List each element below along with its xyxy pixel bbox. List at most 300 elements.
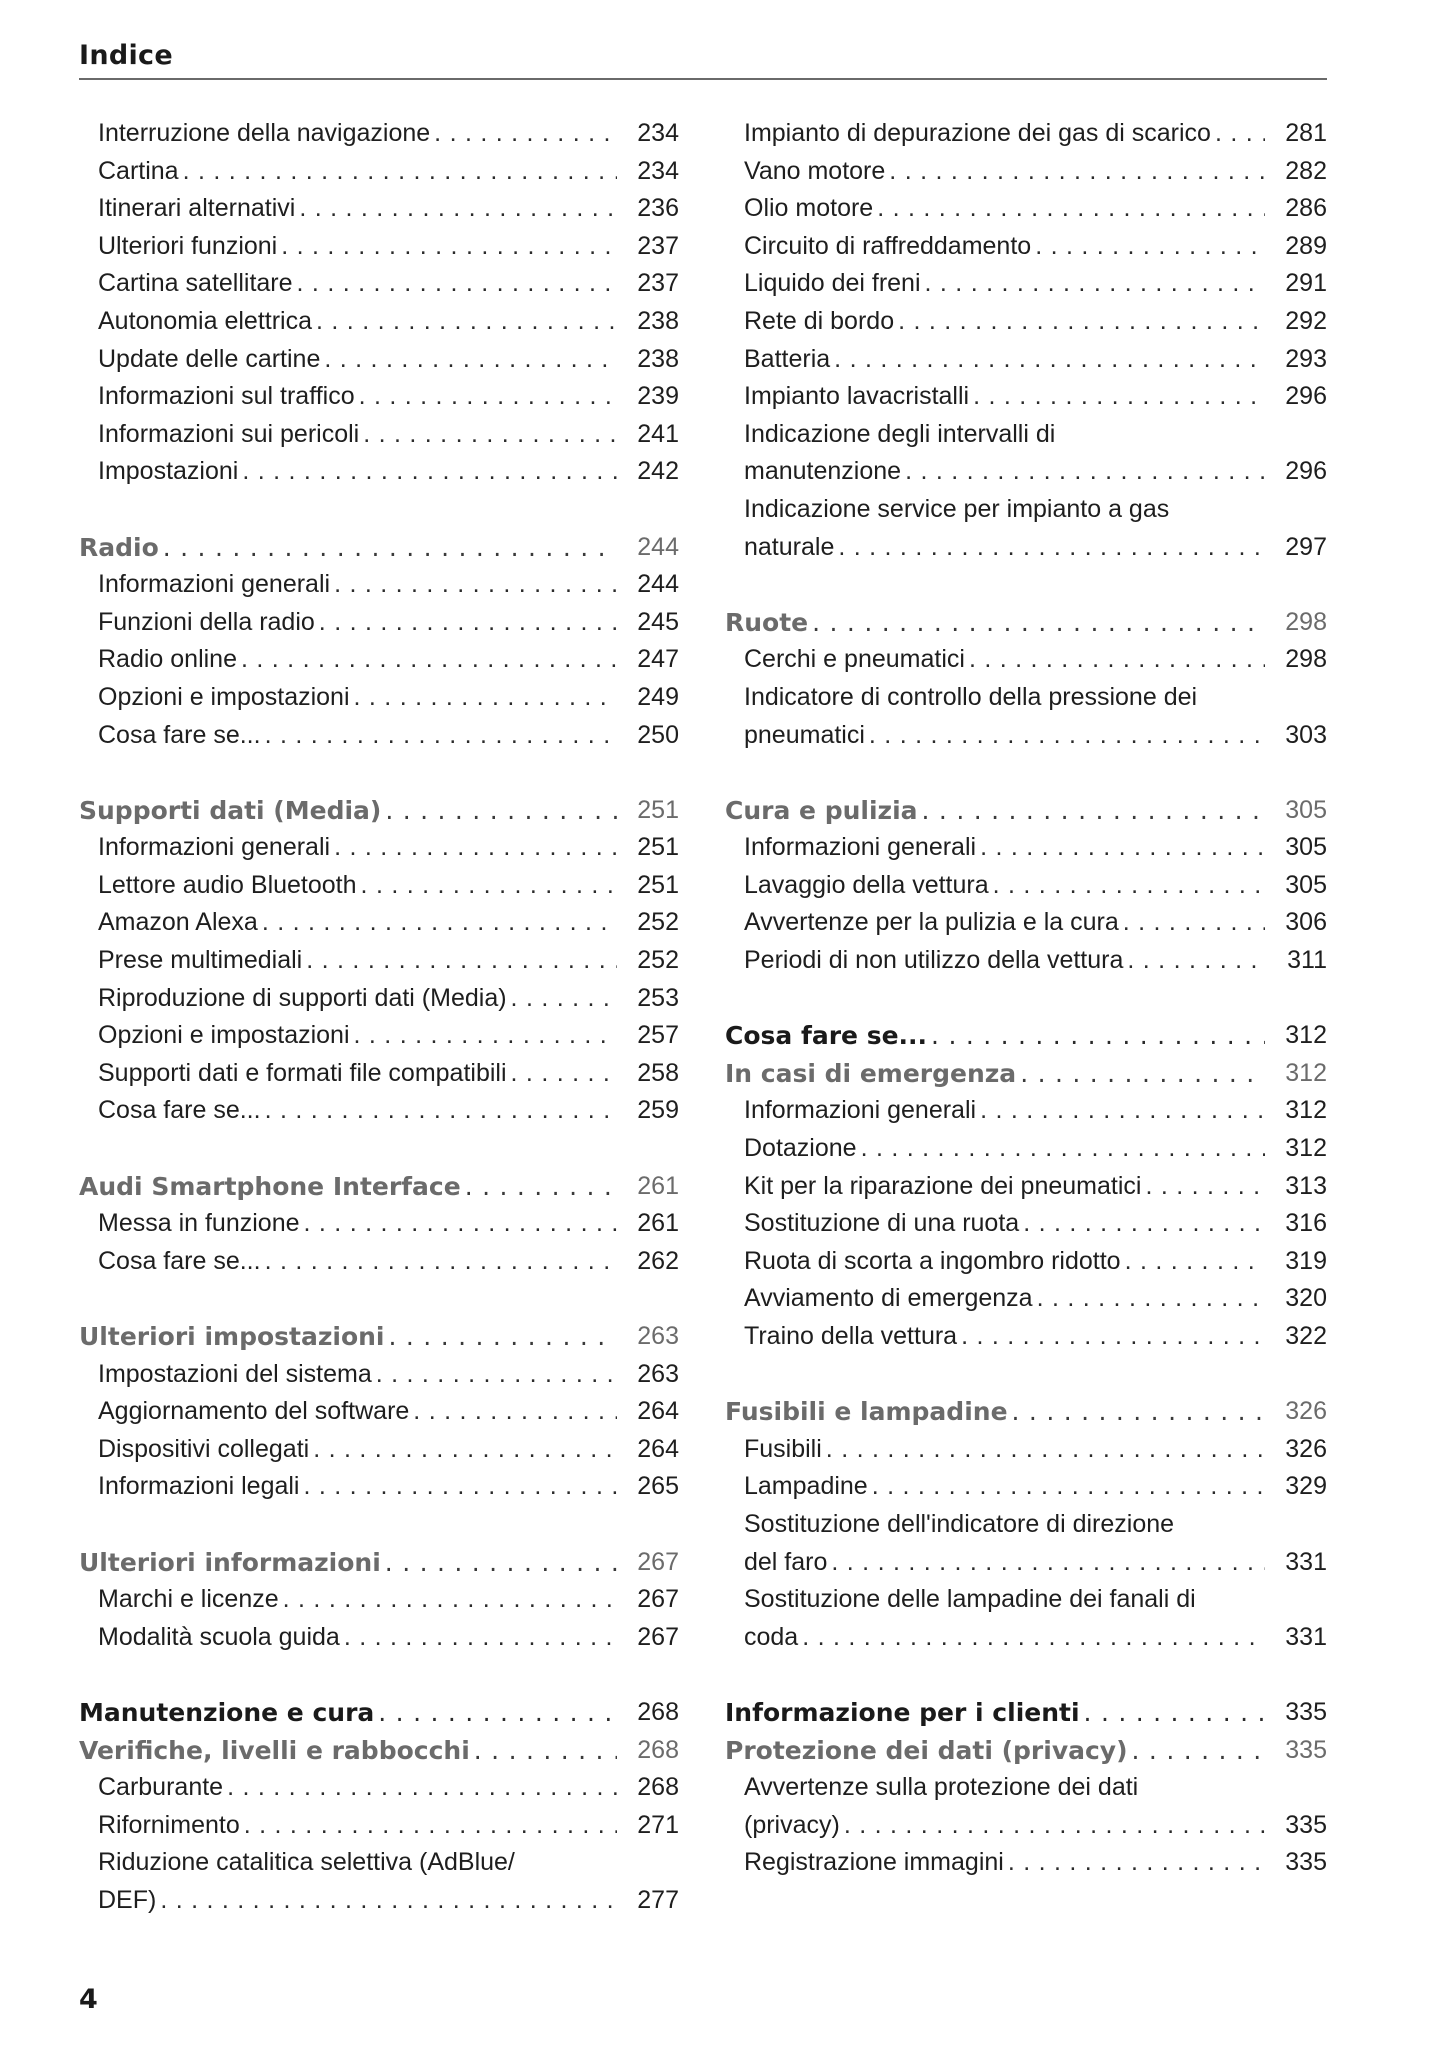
toc-label-wrap (79, 1544, 627, 1582)
toc-label-wrap (744, 1280, 1275, 1318)
toc-entry-page-number: 313 (1285, 1171, 1327, 1200)
dot-leader (297, 265, 617, 303)
toc-label-wrap (98, 1807, 627, 1845)
toc-entry-label: Marchi e licenze (98, 1585, 279, 1614)
section-gap (725, 1356, 1327, 1394)
toc-entry-page-number: 316 (1285, 1209, 1327, 1238)
toc-entry[interactable] (79, 942, 679, 980)
toc-section-page-number: 244 (637, 532, 679, 561)
toc-entry[interactable] (79, 1205, 679, 1243)
toc-entry-page-number: 319 (1285, 1246, 1327, 1275)
section-gap (725, 1656, 1327, 1694)
toc-label-wrap (744, 190, 1275, 228)
toc-entry-page-number: 306 (1285, 908, 1327, 937)
toc-label-wrap (744, 1619, 1275, 1657)
toc-entry[interactable] (725, 1280, 1327, 1318)
toc-entry[interactable] (725, 1844, 1327, 1882)
toc-entry[interactable] (79, 904, 679, 942)
toc-entry[interactable] (725, 641, 1327, 679)
toc-section-page-number: 268 (637, 1735, 679, 1764)
toc-section-page-number: 263 (637, 1322, 679, 1350)
toc-label-wrap (98, 1092, 627, 1130)
toc-entry-label: Cosa fare se... (98, 1096, 261, 1125)
toc-label-wrap (79, 1318, 627, 1356)
toc-entry-label: Ulteriori funzioni (98, 231, 278, 260)
toc-entry[interactable] (79, 980, 679, 1018)
toc-entry[interactable] (79, 717, 679, 755)
toc-label-wrap (744, 942, 1275, 980)
section-gap (725, 566, 1327, 604)
toc-entry[interactable] (725, 1431, 1327, 1469)
toc-label-wrap (98, 641, 627, 679)
toc-entry-page-number: 244 (637, 570, 679, 599)
toc-entry[interactable] (725, 378, 1327, 416)
toc-entry-label: del faro (744, 1547, 828, 1576)
dot-leader (160, 1882, 617, 1920)
toc-entry[interactable] (79, 1581, 679, 1619)
toc-entry[interactable] (79, 1807, 679, 1845)
toc-entry[interactable] (79, 1393, 679, 1431)
toc-entry[interactable] (725, 1092, 1327, 1130)
toc-section-label: Protezione dei dati (privacy) (725, 1735, 1128, 1765)
toc-label-wrap (744, 904, 1275, 942)
toc-label-wrap (98, 717, 627, 755)
dot-leader (1123, 904, 1265, 942)
toc-entry-label: Messa in funzione (98, 1209, 300, 1238)
toc-label-wrap (744, 1431, 1275, 1469)
toc-label-wrap (744, 1544, 1275, 1582)
toc-entry-label: Autonomia elettrica (98, 306, 313, 335)
toc-label-wrap (98, 228, 627, 266)
section-gap (725, 754, 1327, 792)
toc-entry-page-number: 264 (637, 1397, 679, 1426)
toc-entry[interactable] (79, 378, 679, 416)
dot-leader (898, 303, 1265, 341)
toc-entry[interactable] (725, 717, 1327, 755)
dot-leader (1037, 1280, 1265, 1318)
toc-entry-label: Informazioni sui pericoli (98, 419, 360, 448)
dot-leader (265, 1243, 617, 1281)
toc-label-wrap (98, 1017, 627, 1055)
toc-entry-page-number: 261 (637, 1209, 679, 1238)
toc-label-wrap (98, 341, 627, 379)
page-title: Indice (79, 40, 173, 71)
toc-section[interactable] (725, 792, 1327, 830)
dot-leader (826, 1431, 1265, 1469)
toc-entry[interactable] (725, 1318, 1327, 1356)
toc-section[interactable] (79, 792, 679, 830)
toc-entry-label: Carburante (98, 1773, 224, 1802)
toc-entry-page-number: 282 (1285, 156, 1327, 185)
toc-entry-label: Modalità scuola guida (98, 1622, 340, 1651)
toc-label-wrap (98, 1243, 627, 1281)
toc-entry[interactable] (725, 904, 1327, 942)
toc-label-wrap (98, 1393, 627, 1431)
toc-entry-label: Informazioni generali (744, 833, 977, 862)
dot-leader (242, 453, 617, 491)
toc-entry[interactable] (79, 1882, 679, 1920)
toc-label-wrap (79, 1694, 627, 1732)
toc-entry-page-number: 234 (637, 156, 679, 185)
toc-entry-label: coda (744, 1622, 799, 1651)
toc-entry[interactable] (725, 190, 1327, 228)
toc-label-wrap (98, 1055, 627, 1093)
toc-label-wrap (98, 378, 627, 416)
toc-entry-page-number: 251 (637, 833, 679, 862)
toc-section[interactable] (79, 1168, 679, 1206)
toc-entry-label: Cerchi e pneumatici (744, 645, 965, 674)
toc-entry-page-number: 267 (637, 1585, 679, 1614)
dot-leader (334, 829, 617, 867)
toc-entry-page-number: 305 (1285, 833, 1327, 862)
toc-entry-page-number: 236 (637, 194, 679, 223)
dot-leader (299, 190, 617, 228)
toc-label-wrap (744, 641, 1275, 679)
toc-label-wrap (744, 303, 1275, 341)
toc-label-wrap (725, 1732, 1275, 1770)
dot-leader (465, 1168, 617, 1206)
toc-entry[interactable] (79, 190, 679, 228)
toc-entry-label-line1[interactable]: Riduzione catalitica selettiva (AdBlue/ (98, 1848, 515, 1877)
toc-section-page-number: 261 (637, 1171, 679, 1200)
toc-entry[interactable] (79, 416, 679, 454)
dot-leader (925, 265, 1265, 303)
dot-leader (265, 1092, 617, 1130)
toc-entry[interactable] (79, 604, 679, 642)
toc-entry[interactable] (725, 829, 1327, 867)
toc-label-wrap (79, 529, 627, 567)
toc-label-wrap (744, 153, 1275, 191)
toc-entry-page-number: 257 (637, 1021, 679, 1050)
toc-entry[interactable] (725, 115, 1327, 153)
dot-leader (905, 453, 1265, 491)
dot-leader (877, 190, 1265, 228)
toc-chapter-page-number: 335 (1285, 1697, 1327, 1726)
toc-section-label: In casi di emergenza (725, 1058, 1017, 1088)
toc-entry-page-number: 329 (1285, 1472, 1327, 1501)
toc-entry[interactable] (725, 1619, 1327, 1657)
toc-entry-page-number: 249 (637, 682, 679, 711)
toc-entry-page-number: 277 (637, 1885, 679, 1914)
toc-entry-label: Registrazione immagini (744, 1848, 1004, 1877)
toc-label-wrap (98, 867, 627, 905)
toc-label-wrap (744, 867, 1275, 905)
dot-leader (1012, 1393, 1265, 1431)
toc-label-wrap (98, 1882, 627, 1920)
dot-leader (281, 228, 617, 266)
dot-leader (183, 153, 617, 191)
toc-entry-label: Informazioni generali (744, 1096, 977, 1125)
toc-entry-page-number: 264 (637, 1434, 679, 1463)
dot-leader (1020, 1055, 1265, 1093)
dot-leader (385, 792, 617, 830)
toc-entry[interactable] (725, 1205, 1327, 1243)
toc-entry[interactable] (725, 1807, 1327, 1845)
toc-label-wrap (744, 1243, 1275, 1281)
dot-leader (861, 1130, 1265, 1168)
section-gap (79, 1506, 679, 1544)
toc-label-wrap (79, 792, 627, 830)
toc-entry[interactable] (725, 1243, 1327, 1281)
toc-entry[interactable] (725, 303, 1327, 341)
toc-label-wrap (725, 792, 1275, 830)
toc-section-label: Fusibili e lampadine (725, 1397, 1008, 1427)
toc-section[interactable] (79, 1544, 679, 1582)
dot-leader (802, 1619, 1265, 1657)
toc-entry[interactable] (79, 303, 679, 341)
toc-chapter[interactable] (725, 1017, 1327, 1055)
toc-entry-label: Interruzione della navigazione (98, 119, 431, 147)
toc-entry[interactable] (79, 1055, 679, 1093)
toc-entry[interactable] (79, 1619, 679, 1657)
dot-leader (316, 303, 617, 341)
toc-entry[interactable] (79, 1017, 679, 1055)
toc-entry-page-number: 245 (637, 607, 679, 636)
toc-entry-label-line1[interactable]: Sostituzione delle lampadine dei fanali di (744, 1585, 1196, 1614)
toc-entry-page-number: 292 (1285, 306, 1327, 335)
toc-entry[interactable] (725, 942, 1327, 980)
toc-label-wrap (744, 1807, 1275, 1845)
toc-section[interactable] (725, 1393, 1327, 1431)
toc-label-wrap (725, 1055, 1275, 1093)
dot-leader (304, 1205, 617, 1243)
toc-entry[interactable] (79, 1431, 679, 1469)
toc-label-wrap (98, 604, 627, 642)
toc-entry-page-number: 298 (1285, 645, 1327, 674)
dot-leader (1145, 1168, 1265, 1206)
toc-entry[interactable] (725, 1168, 1327, 1206)
dot-leader (1035, 228, 1265, 266)
toc-entry[interactable] (725, 265, 1327, 303)
toc-entry-label: Opzioni e impostazioni (98, 1021, 350, 1050)
toc-entry-label: Impianto di depurazione dei gas di scarico (744, 119, 1211, 147)
toc-label-wrap (744, 1168, 1275, 1206)
toc-entry[interactable] (725, 529, 1327, 567)
dot-leader (1215, 115, 1265, 153)
dot-leader (359, 378, 617, 416)
toc-entry-label: Periodi di non utilizzo della vettura (744, 946, 1124, 975)
toc-entry-label: Lampadine (744, 1472, 868, 1501)
toc-label-wrap (98, 1205, 627, 1243)
toc-entry-label-line1[interactable]: Sostituzione dell'indicatore di direzione (744, 1509, 1175, 1538)
toc-entry-page-number: 291 (1285, 269, 1327, 298)
toc-entry-label: pneumatici (744, 720, 865, 749)
toc-label-wrap (744, 378, 1275, 416)
toc-entry-page-number: 252 (637, 946, 679, 975)
dot-leader (1084, 1694, 1265, 1732)
toc-entry-page-number: 293 (1285, 344, 1327, 373)
toc-entry[interactable] (79, 829, 679, 867)
toc-chapter-label: Manutenzione e cura (79, 1697, 375, 1727)
toc-right-column (725, 115, 1327, 1882)
toc-entry-label: Impostazioni (98, 457, 239, 486)
toc-entry[interactable] (79, 1092, 679, 1130)
toc-label-wrap (98, 265, 627, 303)
dot-leader (922, 792, 1265, 830)
toc-section-label: Radio (79, 532, 159, 562)
toc-label-wrap (744, 529, 1275, 567)
toc-entry[interactable] (725, 153, 1327, 191)
toc-entry[interactable] (79, 115, 679, 153)
toc-section-label: Cura e pulizia (725, 795, 918, 825)
toc-section[interactable] (79, 529, 679, 567)
toc-entry-label: Amazon Alexa (98, 908, 258, 937)
toc-chapter-label: Cosa fare se... (725, 1021, 928, 1051)
toc-chapter-page-number: 312 (1285, 1021, 1327, 1050)
section-gap (79, 491, 679, 529)
toc-entry-page-number: 251 (637, 870, 679, 899)
toc-entry-label: Cartina (98, 156, 179, 185)
toc-entry-page-number: 320 (1285, 1284, 1327, 1313)
toc-entry-label: Traino della vettura (744, 1322, 958, 1350)
toc-section-page-number: 326 (1285, 1397, 1327, 1426)
toc-entry-label: Sostituzione di una ruota (744, 1209, 1020, 1238)
toc-entry-label: Lettore audio Bluetooth (98, 870, 357, 899)
toc-section-page-number: 305 (1285, 795, 1327, 824)
section-gap (725, 980, 1327, 1018)
toc-section[interactable] (79, 1732, 679, 1770)
section-gap (79, 1280, 679, 1318)
toc-entry-label: Liquido dei freni (744, 269, 921, 298)
toc-entry-label: Rete di bordo (744, 306, 895, 335)
toc-section-page-number: 312 (1285, 1058, 1327, 1087)
toc-entry-page-number: 259 (637, 1096, 679, 1125)
toc-entry[interactable] (725, 867, 1327, 905)
toc-entry-label-line1[interactable]: Indicazione degli intervalli di (744, 419, 1056, 448)
toc-label-wrap (744, 717, 1275, 755)
toc-entry[interactable] (725, 453, 1327, 491)
toc-label-wrap (98, 904, 627, 942)
dot-leader (961, 1318, 1265, 1356)
toc-label-wrap (744, 115, 1275, 153)
dot-leader (969, 641, 1265, 679)
toc-chapter[interactable] (79, 1694, 679, 1732)
toc-entry-label: Informazioni generali (98, 833, 331, 862)
toc-label-wrap (98, 453, 627, 491)
toc-entry-label: Cosa fare se... (98, 1246, 261, 1275)
toc-entry-label: DEF) (98, 1885, 157, 1914)
toc-entry-label: Vano motore (744, 156, 886, 185)
dot-leader (313, 1431, 617, 1469)
toc-label-wrap (98, 829, 627, 867)
toc-entry-page-number: 242 (637, 457, 679, 486)
toc-entry[interactable] (725, 341, 1327, 379)
dot-leader (265, 717, 617, 755)
toc-entry-page-number: 262 (637, 1246, 679, 1275)
toc-entry[interactable] (79, 679, 679, 717)
toc-entry[interactable] (79, 153, 679, 191)
dot-leader (163, 529, 617, 567)
toc-entry-label-line1[interactable]: Indicazione service per impianto a gas (744, 494, 1170, 523)
toc-entry[interactable] (79, 1243, 679, 1281)
toc-entry[interactable] (79, 566, 679, 604)
dot-leader (872, 1468, 1265, 1506)
toc-entry-page-number: 241 (637, 419, 679, 448)
dot-leader (389, 1318, 617, 1356)
dot-leader (378, 1694, 617, 1732)
dot-leader (889, 153, 1265, 191)
dot-leader (834, 341, 1265, 379)
toc-label-wrap (98, 566, 627, 604)
toc-entry[interactable] (79, 453, 679, 491)
toc-entry-label: Avvertenze per la pulizia e la cura (744, 908, 1119, 937)
dot-leader (1023, 1205, 1265, 1243)
toc-entry[interactable] (79, 265, 679, 303)
toc-label-wrap (79, 1732, 627, 1770)
toc-entry-page-number: 267 (637, 1622, 679, 1651)
toc-label-wrap (98, 1619, 627, 1657)
toc-entry[interactable] (79, 867, 679, 905)
toc-entry[interactable] (725, 228, 1327, 266)
toc-section[interactable] (725, 1055, 1327, 1093)
toc-label-wrap (98, 942, 627, 980)
toc-label-wrap (98, 679, 627, 717)
toc-chapter-page-number: 268 (637, 1697, 679, 1726)
toc-entry-page-number: 247 (637, 645, 679, 674)
toc-entry[interactable] (79, 341, 679, 379)
dot-leader (244, 1807, 617, 1845)
toc-label-wrap (725, 1694, 1275, 1732)
toc-left-column (79, 115, 679, 1920)
toc-section[interactable] (79, 1318, 679, 1356)
toc-entry[interactable] (725, 1544, 1327, 1582)
toc-entry[interactable] (725, 1468, 1327, 1506)
toc-label-wrap (725, 1393, 1275, 1431)
toc-section-page-number: 267 (637, 1547, 679, 1576)
toc-entry-label-line1[interactable]: Indicatore di controllo della pressione dei (744, 682, 1198, 711)
toc-entry[interactable] (79, 1769, 679, 1807)
toc-entry-page-number: 331 (1285, 1622, 1327, 1651)
toc-label-wrap (98, 303, 627, 341)
toc-entry[interactable] (79, 641, 679, 679)
dot-leader (1008, 1844, 1265, 1882)
dot-leader (511, 1055, 617, 1093)
toc-section[interactable] (725, 604, 1327, 642)
dot-leader (334, 566, 617, 604)
dot-leader (262, 904, 617, 942)
toc-label-wrap (98, 190, 627, 228)
dot-leader (361, 867, 617, 905)
toc-entry-page-number: 265 (637, 1472, 679, 1501)
dot-leader (413, 1393, 617, 1431)
toc-entry[interactable] (79, 1356, 679, 1394)
toc-entry-page-number: 252 (637, 908, 679, 937)
toc-entry-page-number: 263 (637, 1359, 679, 1388)
dot-leader (812, 604, 1265, 642)
toc-entry-label: Kit per la riparazione dei pneumatici (744, 1171, 1142, 1200)
toc-label-wrap (725, 1017, 1275, 1055)
toc-label-wrap (98, 1431, 627, 1469)
dot-leader (319, 604, 617, 642)
toc-entry-label: Fusibili (744, 1434, 822, 1463)
toc-entry-label: Dotazione (744, 1134, 857, 1163)
toc-entry-page-number: 239 (637, 382, 679, 411)
dot-leader (227, 1769, 617, 1807)
toc-entry-label: Informazioni generali (98, 570, 331, 599)
toc-chapter[interactable] (725, 1694, 1327, 1732)
toc-entry[interactable] (79, 228, 679, 266)
toc-label-wrap (98, 1769, 627, 1807)
toc-entry-label: Olio motore (744, 194, 874, 223)
toc-entry-label-line1[interactable]: Avvertenze sulla protezione dei dati (744, 1773, 1139, 1802)
toc-section[interactable] (725, 1732, 1327, 1770)
toc-entry-page-number: 326 (1285, 1434, 1327, 1463)
dot-leader (993, 867, 1265, 905)
toc-label-wrap (98, 1581, 627, 1619)
toc-entry-label: Informazioni sul traffico (98, 382, 355, 411)
toc-entry[interactable] (725, 1130, 1327, 1168)
toc-entry[interactable] (79, 1468, 679, 1506)
